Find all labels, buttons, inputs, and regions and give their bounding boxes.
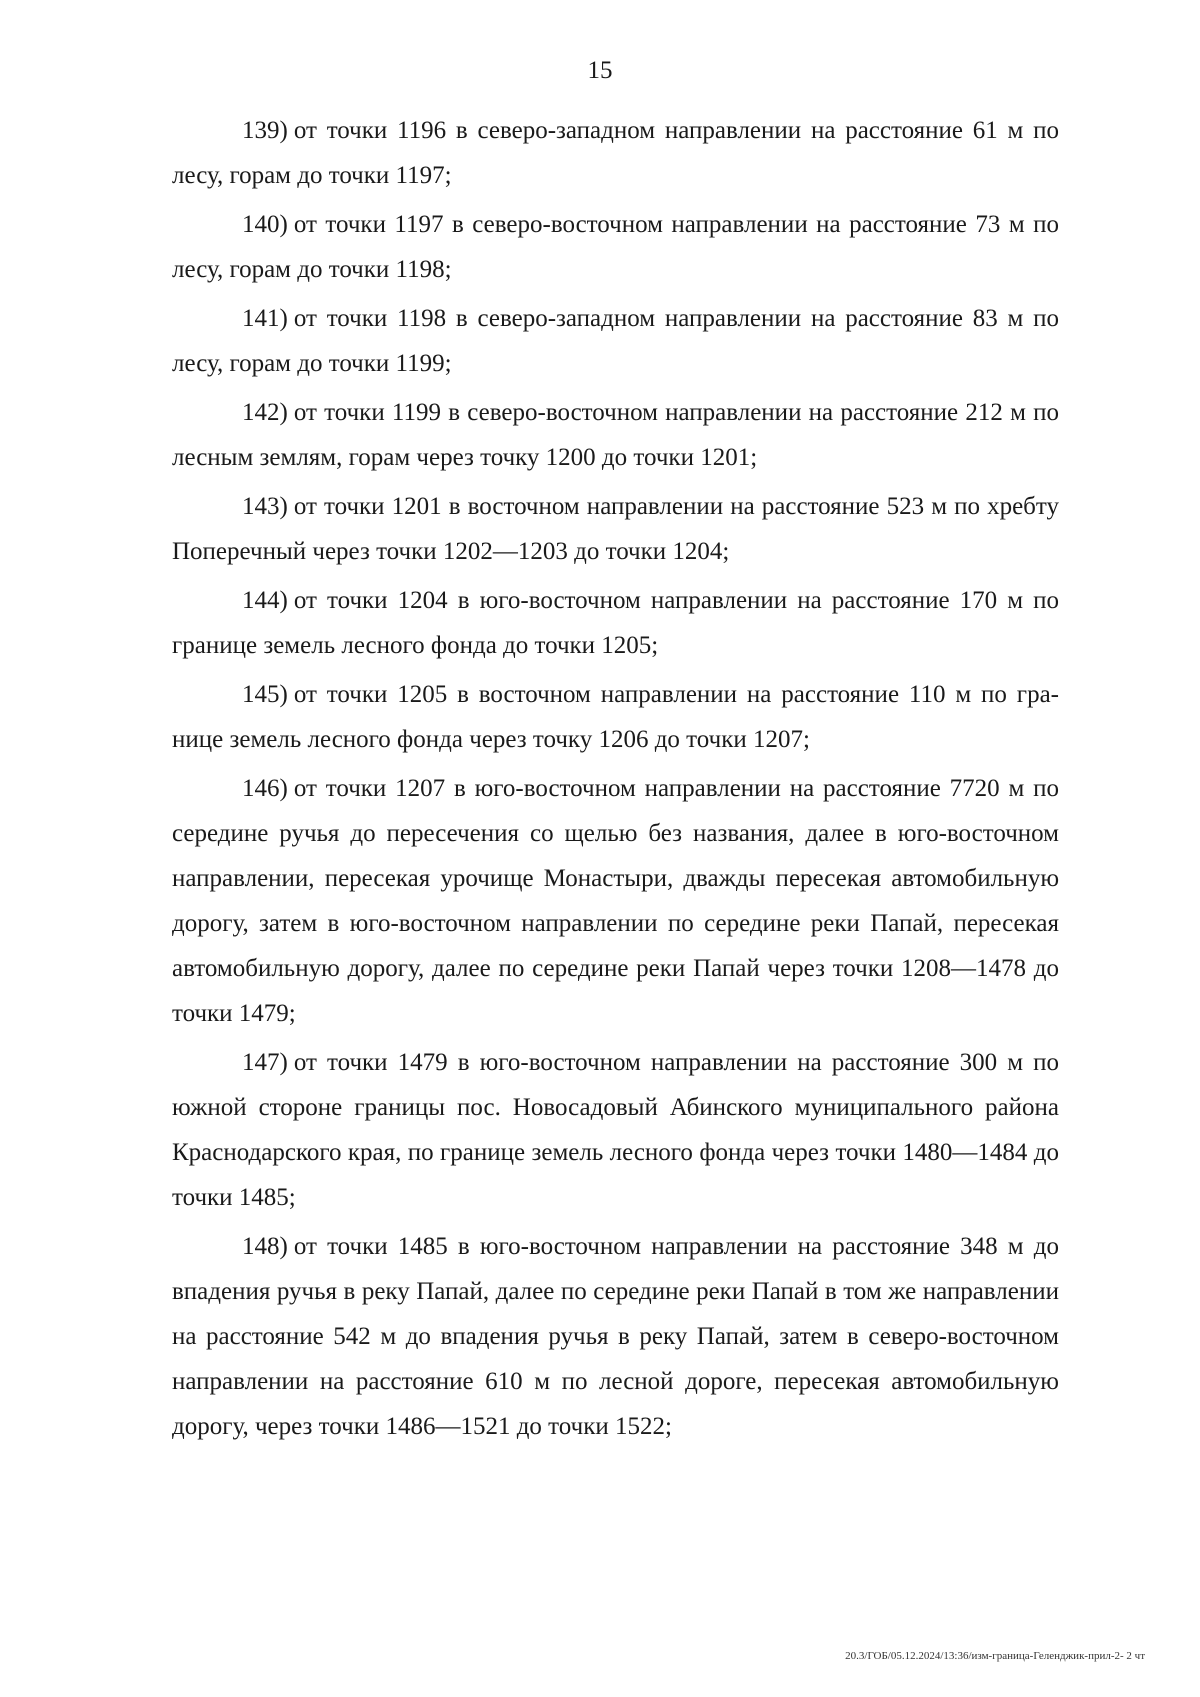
item-text: от точки 1204 в юго-восточном направлении на расстояние 170 м по границе земель лесного фонда до точки 1205; bbox=[172, 587, 1059, 659]
item-number: 148) bbox=[242, 1233, 288, 1260]
item-number: 143) bbox=[242, 493, 288, 520]
item-number: 139) bbox=[242, 117, 288, 144]
item-text: от точки 1197 в северо-восточном направлении на расстояние 73 м по лесу, горам до точки 1198; bbox=[172, 211, 1059, 283]
item-text: от точки 1485 в юго-восточном направлении на расстояние 348 м до впадения ручья в реку Папай, далее по середине реки Папай в том же направлении на расстояние 542 м до впадения ручья в реку Папай, затем в северо-восточном направлении на расстояние 610 м по лесной дороге, пересекая автомобильную дорогу, через точки 1486—1521 до точки 1522; bbox=[172, 1233, 1059, 1440]
page-number: 15 bbox=[587, 57, 613, 84]
list-item bbox=[172, 766, 1059, 1036]
item-text: от точки 1201 в восточном направлении на расстояние 523 м по хребту Поперечный через точки 1202—1203 до точки 1204; bbox=[172, 493, 1059, 565]
list-item bbox=[172, 390, 1059, 480]
list-item bbox=[172, 202, 1059, 292]
boundary-description-list bbox=[172, 108, 1059, 1453]
list-item bbox=[172, 578, 1059, 668]
list-item bbox=[172, 484, 1059, 574]
item-number: 141) bbox=[242, 305, 288, 332]
item-number: 140) bbox=[242, 211, 288, 238]
item-text: от точки 1196 в северо-западном направлении на расстояние 61 м по лесу, горам до точки 1197; bbox=[172, 117, 1059, 189]
item-number: 144) bbox=[242, 587, 288, 614]
item-number: 145) bbox=[242, 681, 288, 708]
item-text: от точки 1479 в юго-восточном направлении на расстояние 300 м по южной стороне границы пос. Новосадовый Абинского муниципального района Краснодарского края, по границе земель лесного фонда через точки 1480—1484 до точки 1485; bbox=[172, 1049, 1059, 1211]
list-item bbox=[172, 296, 1059, 386]
list-item bbox=[172, 672, 1059, 762]
list-item bbox=[172, 108, 1059, 198]
item-text: от точки 1205 в восточном направлении на расстояние 110 м по границе земель лесного фонда через точку 1206 до точки 1207; bbox=[172, 681, 1059, 753]
item-text: от точки 1207 в юго-восточном направлении на расстояние 7720 м по середине ручья до пересечения со щелью без названия, далее в юго-восточном направлении, пересекая урочище Монастыри, дважды пересекая автомобильную дорогу, затем в юго-восточном направлении по середине реки Папай, пересекая автомобильную дорогу, далее по середине реки Папай через точки 1208—1478 до точки 1479; bbox=[172, 775, 1059, 1027]
list-item bbox=[172, 1224, 1059, 1449]
list-item bbox=[172, 1040, 1059, 1220]
item-text: от точки 1198 в северо-западном направлении на расстояние 83 м по лесу, горам до точки 1199; bbox=[172, 305, 1059, 377]
item-number: 146) bbox=[242, 775, 288, 802]
item-text: от точки 1199 в северо-восточном направлении на расстояние 212 м по лесным землям, горам через точку 1200 до точки 1201; bbox=[172, 399, 1059, 471]
item-number: 142) bbox=[242, 399, 288, 426]
document-footer-code: 20.3/ГОБ/05.12.2024/13:36/изм-граница-Геленджик-прил-2- 2 чт bbox=[845, 1650, 1145, 1662]
item-number: 147) bbox=[242, 1049, 288, 1076]
